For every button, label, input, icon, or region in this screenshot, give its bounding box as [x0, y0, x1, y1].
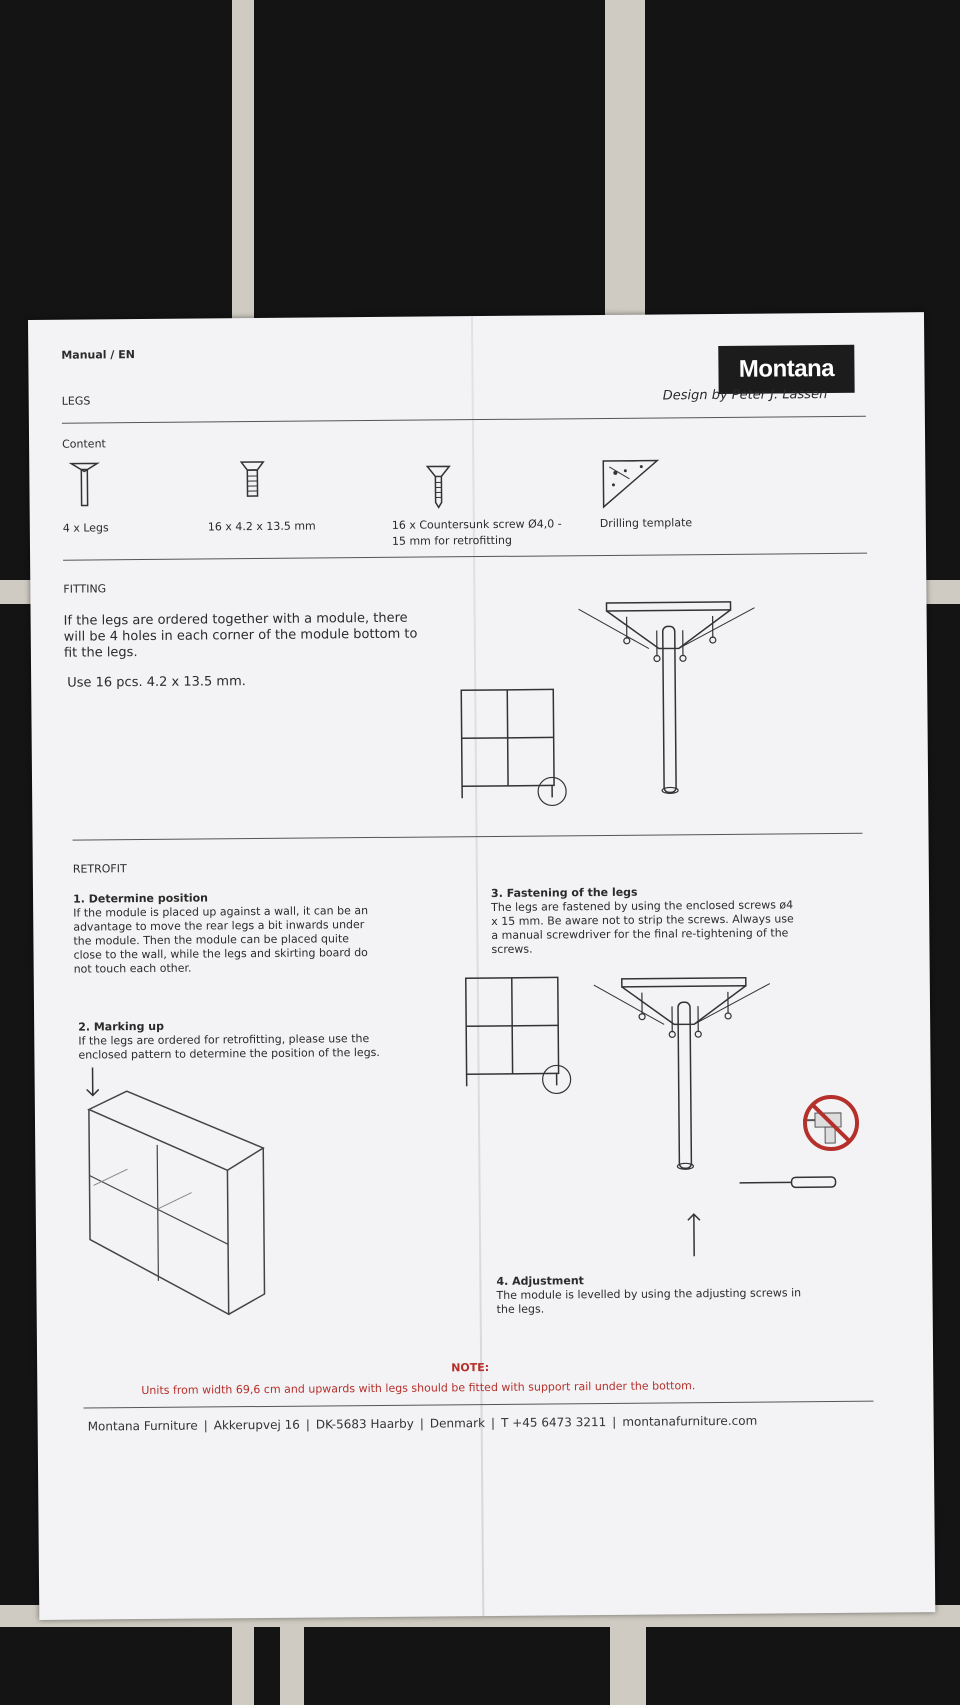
footer-phone: T +45 6473 3211 [500, 1414, 607, 1430]
step3-text-line: screws. [491, 942, 533, 956]
step3-title: 3. Fastening of the legs [490, 885, 638, 900]
leg-assembly-illustration [578, 598, 756, 800]
step1-text-line: not touch each other. [73, 961, 192, 976]
content-heading: Content [62, 437, 106, 451]
content-item-template: Drilling template [599, 516, 693, 531]
step2-text-line: enclosed pattern to determine the position of the legs. [78, 1045, 380, 1062]
step1-text-line: close to the wall, while the legs and skirting board do [73, 946, 368, 962]
fitting-text-line: fit the legs. [63, 645, 138, 661]
step2-text-line: If the legs are ordered for retrofitting, please use the [78, 1032, 370, 1048]
divider [73, 833, 863, 841]
footer: Montana Furniture | Akkerupvej 16 | DK-5683 Haarby | Denmark | T +45 6473 3211 | montanafurniture.com [87, 1413, 758, 1434]
step4-text-line: The module is levelled by using the adjusting screws in [496, 1286, 802, 1302]
fitting-text-line: If the legs are ordered together with a module, there [63, 610, 408, 629]
step2-title: 2. Marking up [78, 1019, 165, 1034]
module-with-legs-illustration-2 [464, 975, 575, 1092]
designer-credit: Design by Peter J. Lassen [662, 387, 828, 404]
content-item-legs: 4 x Legs [62, 521, 109, 535]
footer-company: Montana Furniture [87, 1418, 198, 1434]
section-title: LEGS [61, 394, 91, 408]
content-item-screws: 16 x 4.2 x 13.5 mm [207, 519, 316, 534]
content-item-countersunk: 16 x Countersunk screw Ø4,0 - [391, 517, 562, 532]
step4-title: 4. Adjustment [496, 1274, 584, 1288]
footer-street: Akkerupvej 16 [213, 1417, 300, 1433]
step1-title: 1. Determine position [72, 891, 209, 906]
up-arrow-icon [686, 1212, 702, 1256]
step3-text-line: a manual screwdriver for the final re-tightening of the [491, 926, 789, 942]
countersunk-screw-icon [425, 464, 451, 508]
screwdriver-icon [737, 1175, 837, 1190]
grout-line [605, 0, 645, 330]
divider [83, 1401, 873, 1409]
content-item-countersunk-2: 15 mm for retrofitting [391, 533, 512, 548]
manual-sheet [28, 312, 935, 1620]
step1-text-line: the module. Then the module can be placed quite [73, 932, 350, 948]
leg-fastening-illustration [594, 974, 772, 1176]
footer-country: Denmark [429, 1416, 486, 1431]
montana-logo: Montana [718, 345, 854, 394]
module-with-legs-illustration [459, 687, 570, 804]
step3-text-line: The legs are fastened by using the enclosed screws ø4 [491, 898, 794, 914]
retrofit-heading: RETROFIT [72, 862, 127, 876]
divider [62, 416, 866, 424]
step3-text-line: x 15 mm. Be aware not to strip the screws. Always use [491, 912, 794, 928]
screw-icon [239, 460, 265, 500]
fitting-text-line: will be 4 holes in each corner of the module bottom to [63, 626, 418, 645]
footer-website: montanafurniture.com [622, 1413, 758, 1429]
fitting-use-text: Use 16 pcs. 4.2 x 13.5 mm. [67, 674, 246, 691]
note-text: Units from width 69,6 cm and upwards with legs should be fitted with support rail under the bottom. [141, 1379, 696, 1398]
drilling-template-icon [601, 458, 659, 509]
step1-text-line: advantage to move the rear legs a bit inwards under [73, 918, 365, 934]
cabinet-marking-illustration [87, 1088, 269, 1320]
divider [63, 553, 867, 561]
leg-icon [69, 461, 99, 507]
footer-city: DK-5683 Haarby [315, 1416, 414, 1432]
fitting-heading: FITTING [63, 582, 107, 596]
step4-text-line: the legs. [496, 1302, 545, 1316]
step1-text-line: If the module is placed up against a wall, it can be an [73, 904, 369, 920]
no-power-drill-icon [795, 1093, 866, 1154]
note-title: NOTE: [451, 1361, 490, 1375]
manual-label: Manual / EN [61, 348, 135, 362]
